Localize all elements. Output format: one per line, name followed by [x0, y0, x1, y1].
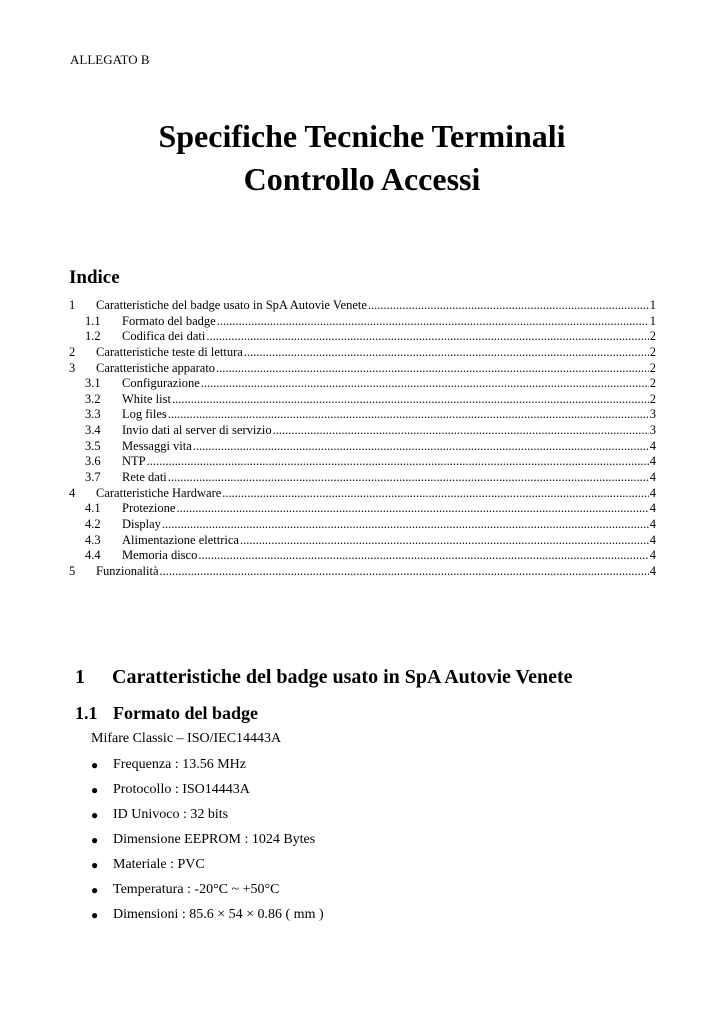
- annex-label: ALLEGATO B: [70, 52, 150, 67]
- list-item: [91, 756, 324, 781]
- toc-entry-title: Codifica dei dati: [122, 329, 206, 344]
- toc-entry[interactable]: [69, 517, 656, 533]
- toc-entry-number: 4.1: [85, 501, 101, 516]
- toc-entry[interactable]: [69, 345, 656, 361]
- toc-entry-title: White list: [122, 391, 171, 406]
- toc-entry-title: Protezione: [122, 501, 176, 516]
- toc-entry-page: 4: [649, 438, 656, 453]
- bullet-icon: ●: [91, 858, 99, 872]
- toc-entry-number: 4: [69, 485, 76, 500]
- toc-entry-title: Messaggi vita: [122, 438, 192, 453]
- toc-entry-title: Configurazione: [122, 376, 200, 391]
- section-number: 1: [75, 666, 85, 688]
- toc-entry-number: 2: [69, 344, 76, 359]
- toc-leader-dots: [206, 329, 648, 345]
- toc-entry-number: 4.4: [85, 548, 101, 563]
- toc-entry-title: Caratteristiche teste di lettura: [96, 344, 243, 359]
- toc-entry-number: 4.3: [85, 532, 101, 547]
- toc-entry-page: 2: [649, 329, 656, 344]
- bullet-icon: ●: [91, 758, 99, 772]
- toc-entry-title: Formato del badge: [122, 313, 216, 328]
- toc-entry[interactable]: [69, 376, 656, 392]
- bullet-icon: ●: [91, 833, 99, 847]
- toc-entry-title: Caratteristiche del badge usato in SpA Autovie Venete: [96, 298, 367, 312]
- toc-leader-dots: [172, 392, 649, 408]
- spec-text: ID Univoco : 32 bits: [113, 807, 229, 822]
- toc-leader-dots: [216, 361, 649, 377]
- spec-text: Temperatura : -20°C ~ +50°C: [113, 882, 280, 897]
- toc-leader-dots: [368, 298, 649, 314]
- toc-entry[interactable]: [69, 298, 656, 314]
- toc-leader-dots: [193, 439, 649, 455]
- toc-entry[interactable]: [69, 314, 656, 330]
- toc-entry-number: 3.3: [85, 407, 101, 422]
- toc-entry-title: Caratteristiche apparato: [96, 360, 216, 375]
- toc-leader-dots: [273, 423, 649, 439]
- document-title-line-2: Controllo Accessi: [243, 161, 481, 197]
- toc-entry-page: 1: [649, 298, 656, 312]
- section-heading: [75, 666, 573, 689]
- toc-entry-number: 3.4: [85, 423, 101, 438]
- toc-entry-title: Rete dati: [122, 470, 167, 485]
- toc-entry-title: Funzionalità: [96, 563, 159, 578]
- toc-leader-dots: [244, 345, 649, 361]
- toc-entry-title: Invio dati al server di servizio: [122, 423, 272, 438]
- spec-text: Frequenza : 13.56 MHz: [113, 757, 246, 772]
- toc-leader-dots: [147, 454, 649, 470]
- toc-entry-page: 4: [649, 485, 656, 500]
- bullet-icon: ●: [91, 808, 99, 822]
- badge-standard-text: Mifare Classic – ISO/IEC14443A: [91, 731, 282, 746]
- toc-leader-dots: [201, 376, 649, 392]
- toc-leader-dots: [176, 501, 648, 517]
- toc-entry-page: 4: [649, 563, 656, 578]
- toc-leader-dots: [217, 314, 649, 330]
- toc-entry-title: Memoria disco: [122, 548, 198, 563]
- toc-entry[interactable]: [69, 329, 656, 345]
- toc-entry[interactable]: [69, 470, 656, 486]
- badge-spec-list: [91, 756, 324, 931]
- toc-entry-page: 4: [649, 532, 656, 547]
- toc-entry-number: 4.2: [85, 516, 101, 531]
- spec-text: Materiale : PVC: [113, 857, 205, 872]
- toc-entry[interactable]: [69, 548, 656, 564]
- toc-entry-page: 3: [649, 423, 656, 438]
- toc-entry-page: 2: [649, 376, 656, 391]
- bullet-icon: ●: [91, 883, 99, 897]
- toc-entry[interactable]: [69, 533, 656, 549]
- spec-text: Dimensioni : 85.6 × 54 × 0.86 ( mm ): [113, 907, 324, 922]
- toc-entry-page: 1: [649, 313, 656, 328]
- toc-entry-page: 2: [649, 360, 656, 375]
- list-item: [91, 781, 324, 806]
- toc-entry-page: 4: [649, 516, 656, 531]
- toc-entry-title: Log files: [122, 407, 167, 422]
- toc-entry-number: 3.5: [85, 438, 101, 453]
- toc-entry-number: 3.7: [85, 470, 101, 485]
- toc-entry-number: 3.2: [85, 391, 101, 406]
- toc-entry[interactable]: [69, 486, 656, 502]
- toc-entry-title: NTP: [122, 454, 146, 469]
- list-item: [91, 806, 324, 831]
- toc-entry[interactable]: [69, 439, 656, 455]
- toc-entry[interactable]: [69, 361, 656, 377]
- toc-leader-dots: [198, 548, 648, 564]
- toc-entry-page: 4: [649, 548, 656, 563]
- spec-text: Protocollo : ISO14443A: [113, 782, 250, 797]
- subsection-heading: [75, 703, 258, 724]
- toc-entry[interactable]: [69, 392, 656, 408]
- toc-leader-dots: [168, 407, 649, 423]
- toc-entry-title: Alimentazione elettrica: [122, 532, 239, 547]
- list-item: [91, 906, 324, 931]
- spec-text: Dimensione EEPROM : 1024 Bytes: [113, 832, 316, 847]
- toc-entry-title: Caratteristiche Hardware: [96, 485, 222, 500]
- bullet-icon: ●: [91, 908, 99, 922]
- subsection-number: 1.1: [75, 703, 98, 723]
- toc-entry-page: 2: [649, 391, 656, 406]
- toc-leader-dots: [240, 533, 649, 549]
- toc-heading: Indice: [69, 267, 120, 288]
- toc-leader-dots: [168, 470, 649, 486]
- subsection-title: Formato del badge: [113, 703, 258, 723]
- document-title-line-1: Specifiche Tecniche Terminali: [158, 118, 566, 154]
- toc-entry[interactable]: [69, 501, 656, 517]
- toc-entry-number: 1: [69, 298, 76, 312]
- section-title: Caratteristiche del badge usato in SpA Autovie Venete: [112, 666, 573, 688]
- toc-entry-number: 3.1: [85, 376, 101, 391]
- toc-entry-page: 2: [649, 344, 656, 359]
- toc-entry-number: 5: [69, 563, 76, 578]
- toc-entry-page: 3: [649, 407, 656, 422]
- toc-entry-title: Display: [122, 516, 161, 531]
- toc-entry[interactable]: [69, 423, 656, 439]
- toc-entry[interactable]: [69, 407, 656, 423]
- toc-entry[interactable]: [69, 564, 656, 580]
- toc-entry-page: 4: [649, 470, 656, 485]
- toc-entry-number: 1.1: [85, 313, 101, 328]
- bullet-icon: ●: [91, 783, 99, 797]
- list-item: [91, 881, 324, 906]
- toc-entry-number: 1.2: [85, 329, 101, 344]
- toc-entry-page: 4: [649, 454, 656, 469]
- list-item: [91, 856, 324, 881]
- toc-leader-dots: [162, 517, 649, 533]
- toc-leader-dots: [160, 564, 649, 580]
- toc-leader-dots: [222, 486, 648, 502]
- table-of-contents: [69, 298, 656, 580]
- toc-entry-number: 3.6: [85, 454, 101, 469]
- list-item: [91, 831, 324, 856]
- toc-entry[interactable]: [69, 454, 656, 470]
- toc-entry-page: 4: [649, 501, 656, 516]
- toc-entry-number: 3: [69, 360, 76, 375]
